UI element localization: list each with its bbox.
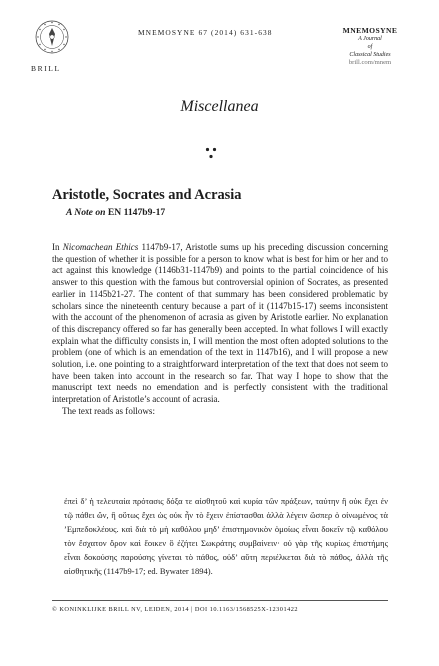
footer-separator: |: [191, 606, 193, 613]
journal-name: MNEMOSYNE: [342, 26, 398, 35]
footer-rule: [52, 600, 388, 601]
greek-quotation: [64, 495, 388, 578]
article-subtitle: [66, 207, 165, 218]
greek-quotation-text: ἐπεὶ δ’ ἡ τελευταία πρότασις δόξα τε αἰσθητοῦ καὶ κυρία τῶν πράξεων, ταύτην ἢ οὐκ ἔχει ἐν τῷ πάθει ὤν, ἢ οὕτως ἔχει ὡς οὐκ ἦν τὸ ἔχειν ἐπίστασθαι ἀλλὰ λέγειν ὥσπερ ὁ οἰνωμένος τὰ ’Εμπεδοκλέους. καὶ διὰ τὸ μὴ καθόλου μηδ’ ἐπιστημονικὸν ὁμοίως εἶναι δοκεῖν τῷ καθόλου τὸν ἔσχατον ὅρον καὶ ἔοικεν ὃ ἐζήτει Σωκράτης συμβαίνειν· οὐ γὰρ τῆς κυρίως ἐπιστήμης εἶναι δοκούσης παρούσης γίνεται τὸ πάθος, οὐδ’ αὕτη περιέλκεται διὰ τὸ πάθος, ἀλλὰ τῆς αἰσθητικῆς: [64, 496, 388, 576]
footer-doi-link[interactable]: DOI 10.1163/1568525X-12301422: [194, 606, 299, 613]
section-ornament-icon: [204, 146, 218, 160]
brill-wordmark: BRILL: [31, 64, 61, 73]
article-subtitle-reference: EN 1147b9-17: [107, 207, 166, 218]
article-body: [52, 242, 388, 418]
journal-tagline-1: A Journal: [358, 36, 382, 42]
footer: [52, 606, 388, 613]
quotation-citation: (1147b9-17; ed. Bywater 1894).: [101, 565, 213, 576]
article-title: Aristotle, Socrates and Acrasia: [52, 187, 242, 203]
paragraph-lead-in: In: [52, 242, 63, 252]
work-title: Nicomachean Ethics: [62, 242, 139, 252]
footer-copyright: © KONINKLIJKE BRILL NV, LEIDEN, 2014: [52, 606, 189, 613]
journal-block: [320, 27, 420, 67]
running-head: MNEMOSYNE 67 (2014) 631-638: [138, 28, 273, 37]
article-subtitle-prefix: A Note on: [66, 207, 108, 218]
section-title: Miscellanea: [180, 98, 259, 115]
journal-url-link[interactable]: brill.com/mnem: [348, 59, 392, 66]
body-paragraph: [52, 242, 388, 406]
paragraph-text: 1147b9-17, Aristotle sums up his preceding discussion concerning the question of whether it is possible for a person to know what is best for him or her and to act against this knowledge (1146b31-1147b9) and points to the partial coincidence of his answer to this question with the famous but controversial opinion of Socrates, as presented earlier in 1145b21-27. The content of that summary has been considered problematic by scholars since the nineteenth century because a part of it (1147b15-17) seems inconsistent with the account of the phenomenon of acrasia as given by Aristotle earlier. No explanation of this discrepancy offered so far has generally been accepted. In what follows I will exactly explain what the difficulty consists in, I will mention the most often adopted solutions to the problem (one of which is an emendation of the text in 1147b16), and I will propose a new solution, i.e. one pointing to a straightforward interpretation of the text that does not seem to have been taken into account in the research so far. That way I hope to show that the manuscript text needs no emendation and is perfectly consistent with the traditional interpretation of Aristotle’s account of acrasia.: [52, 242, 388, 405]
journal-tagline-2: of: [367, 44, 373, 50]
journal-tagline-3: Classical Studies: [349, 52, 391, 58]
body-paragraph: The text reads as follows:: [62, 405, 155, 416]
